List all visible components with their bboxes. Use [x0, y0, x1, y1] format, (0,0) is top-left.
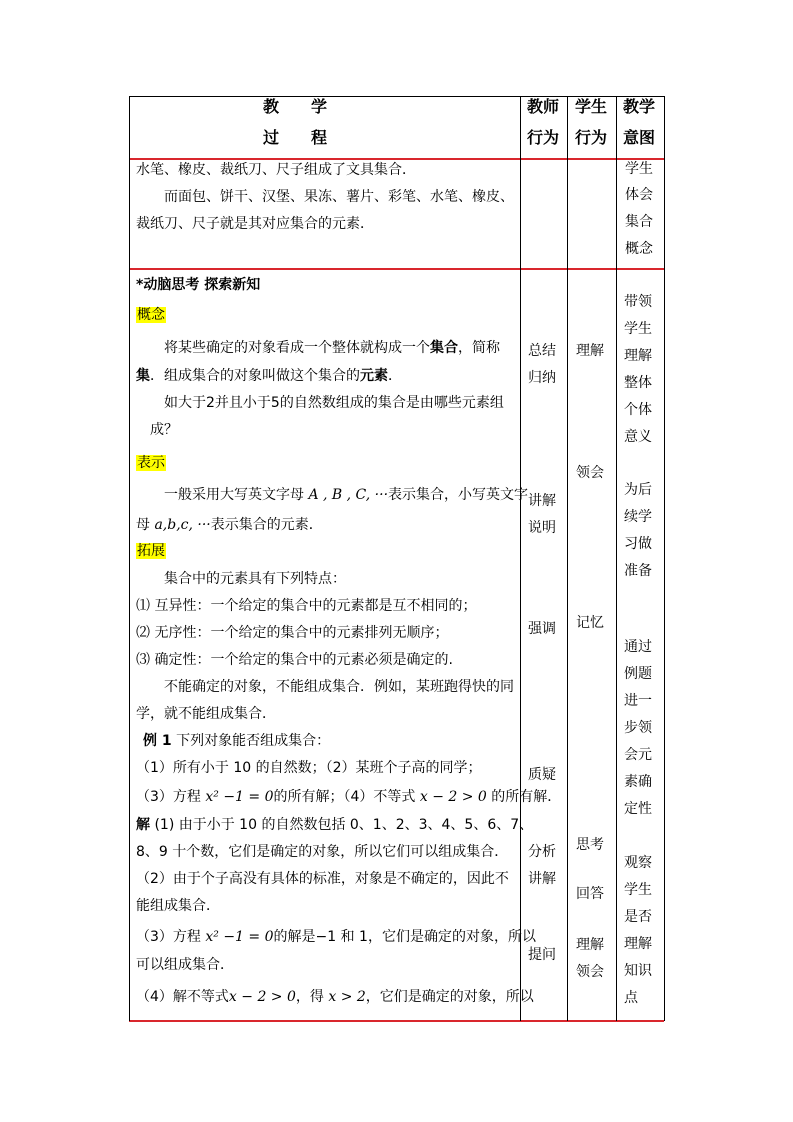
solution2-line-1: （2）由于个子高没有具体的标准，对象是不确定的，因此不 — [136, 871, 509, 887]
table-right-border — [664, 96, 665, 1021]
column-divider-2 — [567, 96, 568, 1021]
intent-d-5: 知识 — [624, 963, 652, 979]
notation-l1a: 一般采用大写英文字母 — [136, 487, 309, 503]
row1-intent-3: 集合 — [625, 214, 653, 230]
intent-a-1: 带领 — [624, 294, 652, 310]
intent-d-4: 理解 — [624, 936, 652, 952]
solution2-line-2: 能组成集合． — [136, 898, 220, 914]
header-student-2: 行为 — [575, 128, 608, 147]
intent-a-5: 个体 — [624, 402, 652, 418]
ex-l2a: （3）方程 — [136, 789, 206, 805]
header-teacher-2: 行为 — [527, 128, 560, 147]
intent-c-4: 步领 — [624, 720, 652, 736]
student-understand-2: 理解 — [576, 937, 604, 953]
feature-3: ⑶ 确定性：一个给定的集合中的元素必须是确定的. — [136, 652, 453, 668]
row1-line-2: 而面包、饼干、汉堡、果冻、薯片、彩笔、水笔、橡皮、 — [136, 189, 514, 205]
notation-l2b: 表示集合的元素． — [210, 517, 323, 533]
intent-c-6: 素确 — [624, 774, 652, 790]
intent-d-6: 点 — [624, 990, 638, 1006]
header-intent-1: 教学 — [623, 97, 656, 116]
solution-line-2: 8、9 十个数，它们是确定的对象，所以它们可以组成集合． — [136, 844, 509, 860]
notation-tag-text: 表示 — [137, 455, 165, 471]
table-left-border — [129, 96, 130, 1021]
intent-b-3: 习做 — [624, 536, 652, 552]
feature-2: ⑵ 无序性：一个给定的集合中的元素排列无顺序； — [136, 625, 449, 641]
teacher-summary-1: 总结 — [528, 343, 556, 359]
solution3-line-1 — [136, 930, 536, 944]
header-process-bottom: 过 程 — [263, 128, 328, 147]
header-teacher-1: 教师 — [527, 97, 560, 116]
concept-line-1 — [136, 341, 500, 355]
notation-line-1 — [136, 488, 528, 502]
intent-a-3: 理解 — [624, 348, 652, 364]
notation-tag — [136, 456, 166, 470]
sol4-a: （4）解不等式 — [136, 989, 229, 1005]
concept-tag — [136, 308, 166, 322]
teacher-ask: 提问 — [528, 947, 556, 963]
ex-equation: x² −1 = 0 — [205, 789, 274, 805]
student-understand: 理解 — [576, 343, 604, 359]
example-line-1: （1）所有小于 10 的自然数；（2）某班个子高的同学； — [136, 760, 482, 776]
sol4-c: ，它们是确定的对象，所以 — [365, 989, 534, 1005]
header-bottom-border — [129, 158, 664, 160]
teacher-explain-2: 说明 — [528, 520, 556, 536]
solution-line-1 — [136, 818, 533, 832]
student-answer: 回答 — [576, 886, 604, 902]
concept-l1c: ，简称 — [458, 340, 500, 356]
teacher-summary-2: 归纳 — [528, 370, 556, 386]
student-comprehend: 领会 — [576, 465, 604, 481]
intent-b-1: 为后 — [624, 482, 652, 498]
concept-l2b: ．组成集合的对象叫做这个集合的 — [150, 368, 360, 384]
student-memorize: 记忆 — [576, 615, 604, 631]
concept-l2d: ． — [388, 368, 402, 384]
intent-b-4: 准备 — [624, 563, 652, 579]
sol4-result: x > 2 — [328, 989, 366, 1005]
intent-d-2: 学生 — [624, 882, 652, 898]
features-intro: 集合中的元素具有下列特点： — [136, 571, 346, 587]
concept-l1a: 将某些确定的对象看成一个整体就构成一个 — [136, 340, 430, 356]
section-title: *动脑思考 探索新知 — [136, 277, 261, 293]
intent-d-1: 观察 — [624, 855, 652, 871]
sol3-a: （3）方程 — [136, 929, 206, 945]
notation-math-sets: A , B , C, ··· — [308, 487, 389, 503]
column-divider-1 — [520, 96, 521, 1021]
intent-c-1: 通过 — [624, 639, 652, 655]
sol3-b: 的解是−1 和 1，它们是确定的对象，所以 — [273, 929, 536, 945]
notation-l2a: 母 — [136, 517, 155, 533]
sol4-inequality: x − 2 > 0 — [228, 989, 296, 1005]
teacher-analyze-1: 分析 — [528, 844, 556, 860]
concept-term-set: 集合 — [430, 340, 458, 356]
feature-note-2: 学，就不能组成集合． — [136, 706, 276, 722]
row1-intent-2: 体会 — [625, 187, 653, 203]
example-text: 下列对象能否组成集合： — [171, 733, 331, 749]
intent-d-3: 是否 — [624, 909, 652, 925]
example-line-2 — [136, 790, 561, 804]
intent-a-4: 整体 — [624, 375, 652, 391]
ex-l2b: 的所有解；（4）不等式 — [273, 789, 420, 805]
header-student-1: 学生 — [575, 97, 608, 116]
row1-intent-4: 概念 — [625, 241, 653, 257]
student-comprehend-2: 领会 — [576, 964, 604, 980]
solution3-line-2: 可以组成集合． — [136, 957, 234, 973]
column-divider-3 — [616, 96, 617, 1021]
concept-term-element: 元素 — [360, 368, 388, 384]
teacher-explain-1: 讲解 — [528, 493, 556, 509]
concept-term-ji: 集 — [136, 368, 150, 384]
ex-inequality: x − 2 > 0 — [419, 789, 487, 805]
row1-intent-1: 学生 — [625, 161, 653, 177]
intent-c-7: 定性 — [624, 801, 652, 817]
intent-c-5: 会元 — [624, 747, 652, 763]
teacher-question: 质疑 — [528, 767, 556, 783]
example-heading — [143, 734, 330, 748]
student-think: 思考 — [576, 837, 604, 853]
solution4-line-1 — [136, 990, 534, 1004]
intent-c-3: 进一 — [624, 693, 652, 709]
extend-tag — [136, 544, 166, 558]
notation-math-elements: a,b,c, ··· — [154, 517, 211, 533]
intent-a-2: 学生 — [624, 321, 652, 337]
concept-line-2 — [136, 369, 402, 383]
question-line-1: 如大于2并且小于5的自然数组成的集合是由哪些元素组 — [136, 395, 504, 411]
table-bottom-border — [129, 1020, 664, 1022]
notation-l1b: 表示集合，小写英文字 — [388, 487, 529, 503]
example-label: 例 1 — [143, 733, 172, 749]
row1-line-3: 裁纸刀、尺子就是其对应集合的元素． — [136, 216, 374, 232]
concept-tag-text: 概念 — [137, 307, 165, 323]
teacher-analyze-2: 讲解 — [528, 871, 556, 887]
teacher-emphasize: 强调 — [528, 621, 556, 637]
sol4-b: ，得 — [295, 989, 329, 1005]
intent-c-2: 例题 — [624, 666, 652, 682]
feature-1: ⑴ 互异性：一个给定的集合中的元素都是互不相同的； — [136, 598, 477, 614]
solution-l1: (1) 由于小于 10 的自然数包括 0、1、2、3、4、5、6、7、 — [150, 817, 534, 833]
row1-bottom-border — [129, 268, 664, 270]
row1-line-1: 水笔、橡皮、裁纸刀、尺子组成了文具集合． — [136, 162, 416, 178]
header-process-top: 教 学 — [263, 97, 328, 116]
notation-line-2 — [136, 518, 323, 532]
intent-b-2: 续学 — [624, 509, 652, 525]
question-line-2: 成？ — [136, 422, 178, 438]
intent-a-6: 意义 — [624, 429, 652, 445]
ex-l2c: 的所有解． — [486, 789, 562, 805]
header-intent-2: 意图 — [623, 128, 656, 147]
extend-tag-text: 拓展 — [137, 543, 165, 559]
sol3-equation: x² −1 = 0 — [205, 929, 274, 945]
solution-label: 解 — [136, 817, 150, 833]
feature-note-1: 不能确定的对象，不能组成集合．例如，某班跑得快的同 — [136, 679, 514, 695]
